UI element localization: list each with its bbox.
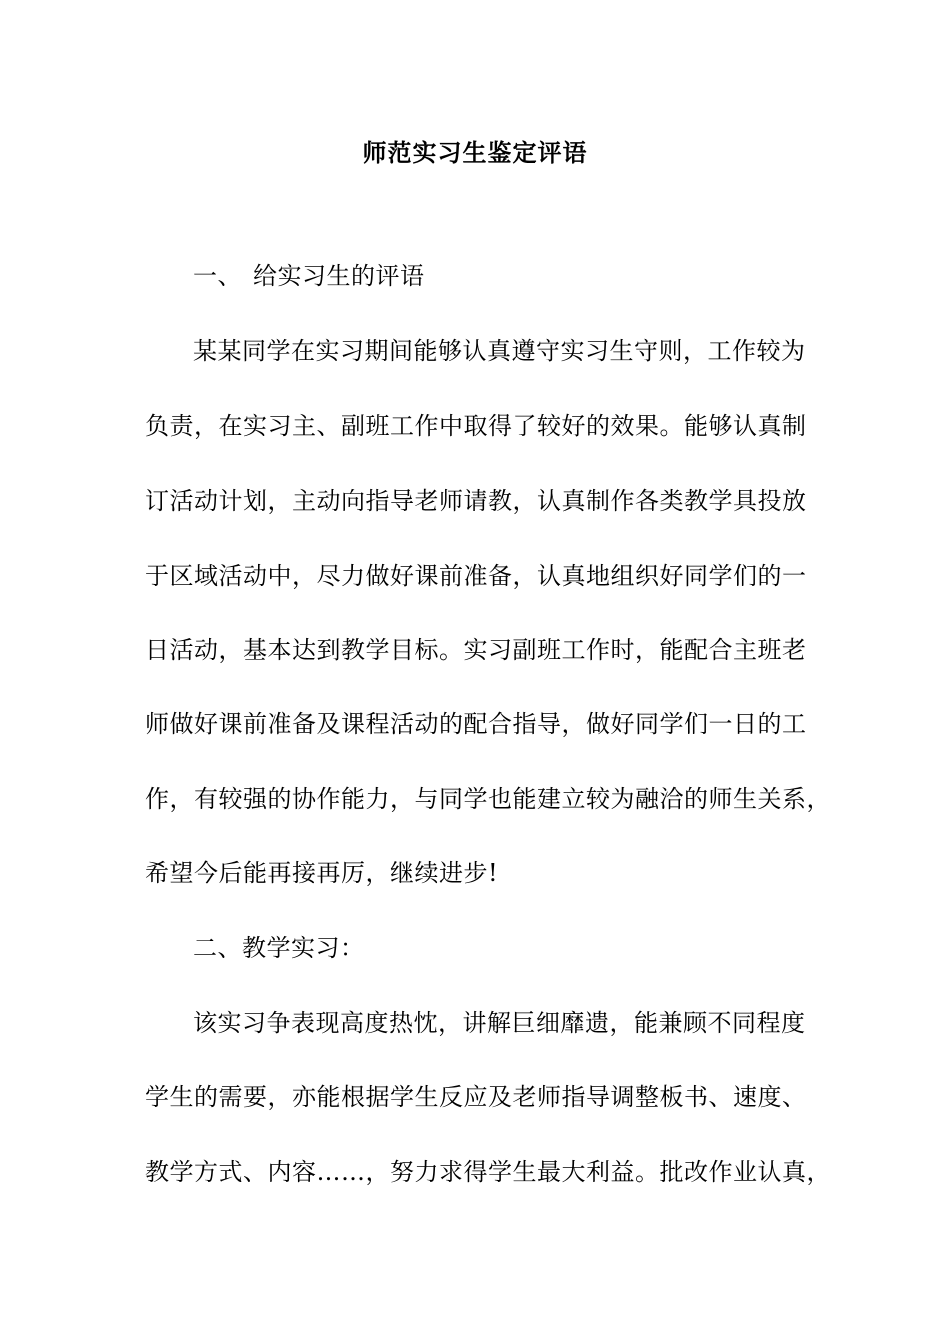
section-heading-1-text: 给实习生的评语	[253, 262, 425, 290]
paragraph-1-line-5: 日活动，基本达到教学目标。实习副班工作时，能配合主班老	[145, 636, 807, 664]
paragraph-2-line-1: 该实习争表现高度热忱，讲解巨细靡遗，能兼顾不同程度	[193, 1009, 806, 1037]
paragraph-1-line-7: 作，有较强的协作能力，与同学也能建立较为融洽的师生关系，	[145, 785, 831, 813]
paragraph-1-line-8: 希望今后能再接再厉，继续进步!	[145, 859, 499, 887]
paragraph-1-line-2: 负责，在实习主、副班工作中取得了较好的效果。能够认真制	[145, 412, 807, 440]
paragraph-1-line-3: 订活动计划，主动向指导老师请教，认真制作各类教学具投放	[145, 487, 807, 515]
document-title: 师范实习生鉴定评语	[362, 138, 588, 167]
section-heading-2: 二、教学实习：	[193, 934, 365, 962]
paragraph-2-line-2: 学生的需要，亦能根据学生反应及老师指导调整板书、速度、	[145, 1083, 807, 1111]
paragraph-2-line-3: 教学方式、内容……，努力求得学生最大利益。批改作业认真，	[145, 1158, 831, 1186]
section-number-1: 一、	[193, 262, 242, 290]
paragraph-1-line-1: 某某同学在实习期间能够认真遵守实习生守则，工作较为	[193, 337, 806, 365]
paragraph-1-line-6: 师做好课前准备及课程活动的配合指导，做好同学们一日的工	[145, 710, 807, 738]
section-heading-1	[193, 259, 425, 293]
paragraph-1-line-4: 于区域活动中，尽力做好课前准备，认真地组织好同学们的一	[145, 562, 807, 590]
